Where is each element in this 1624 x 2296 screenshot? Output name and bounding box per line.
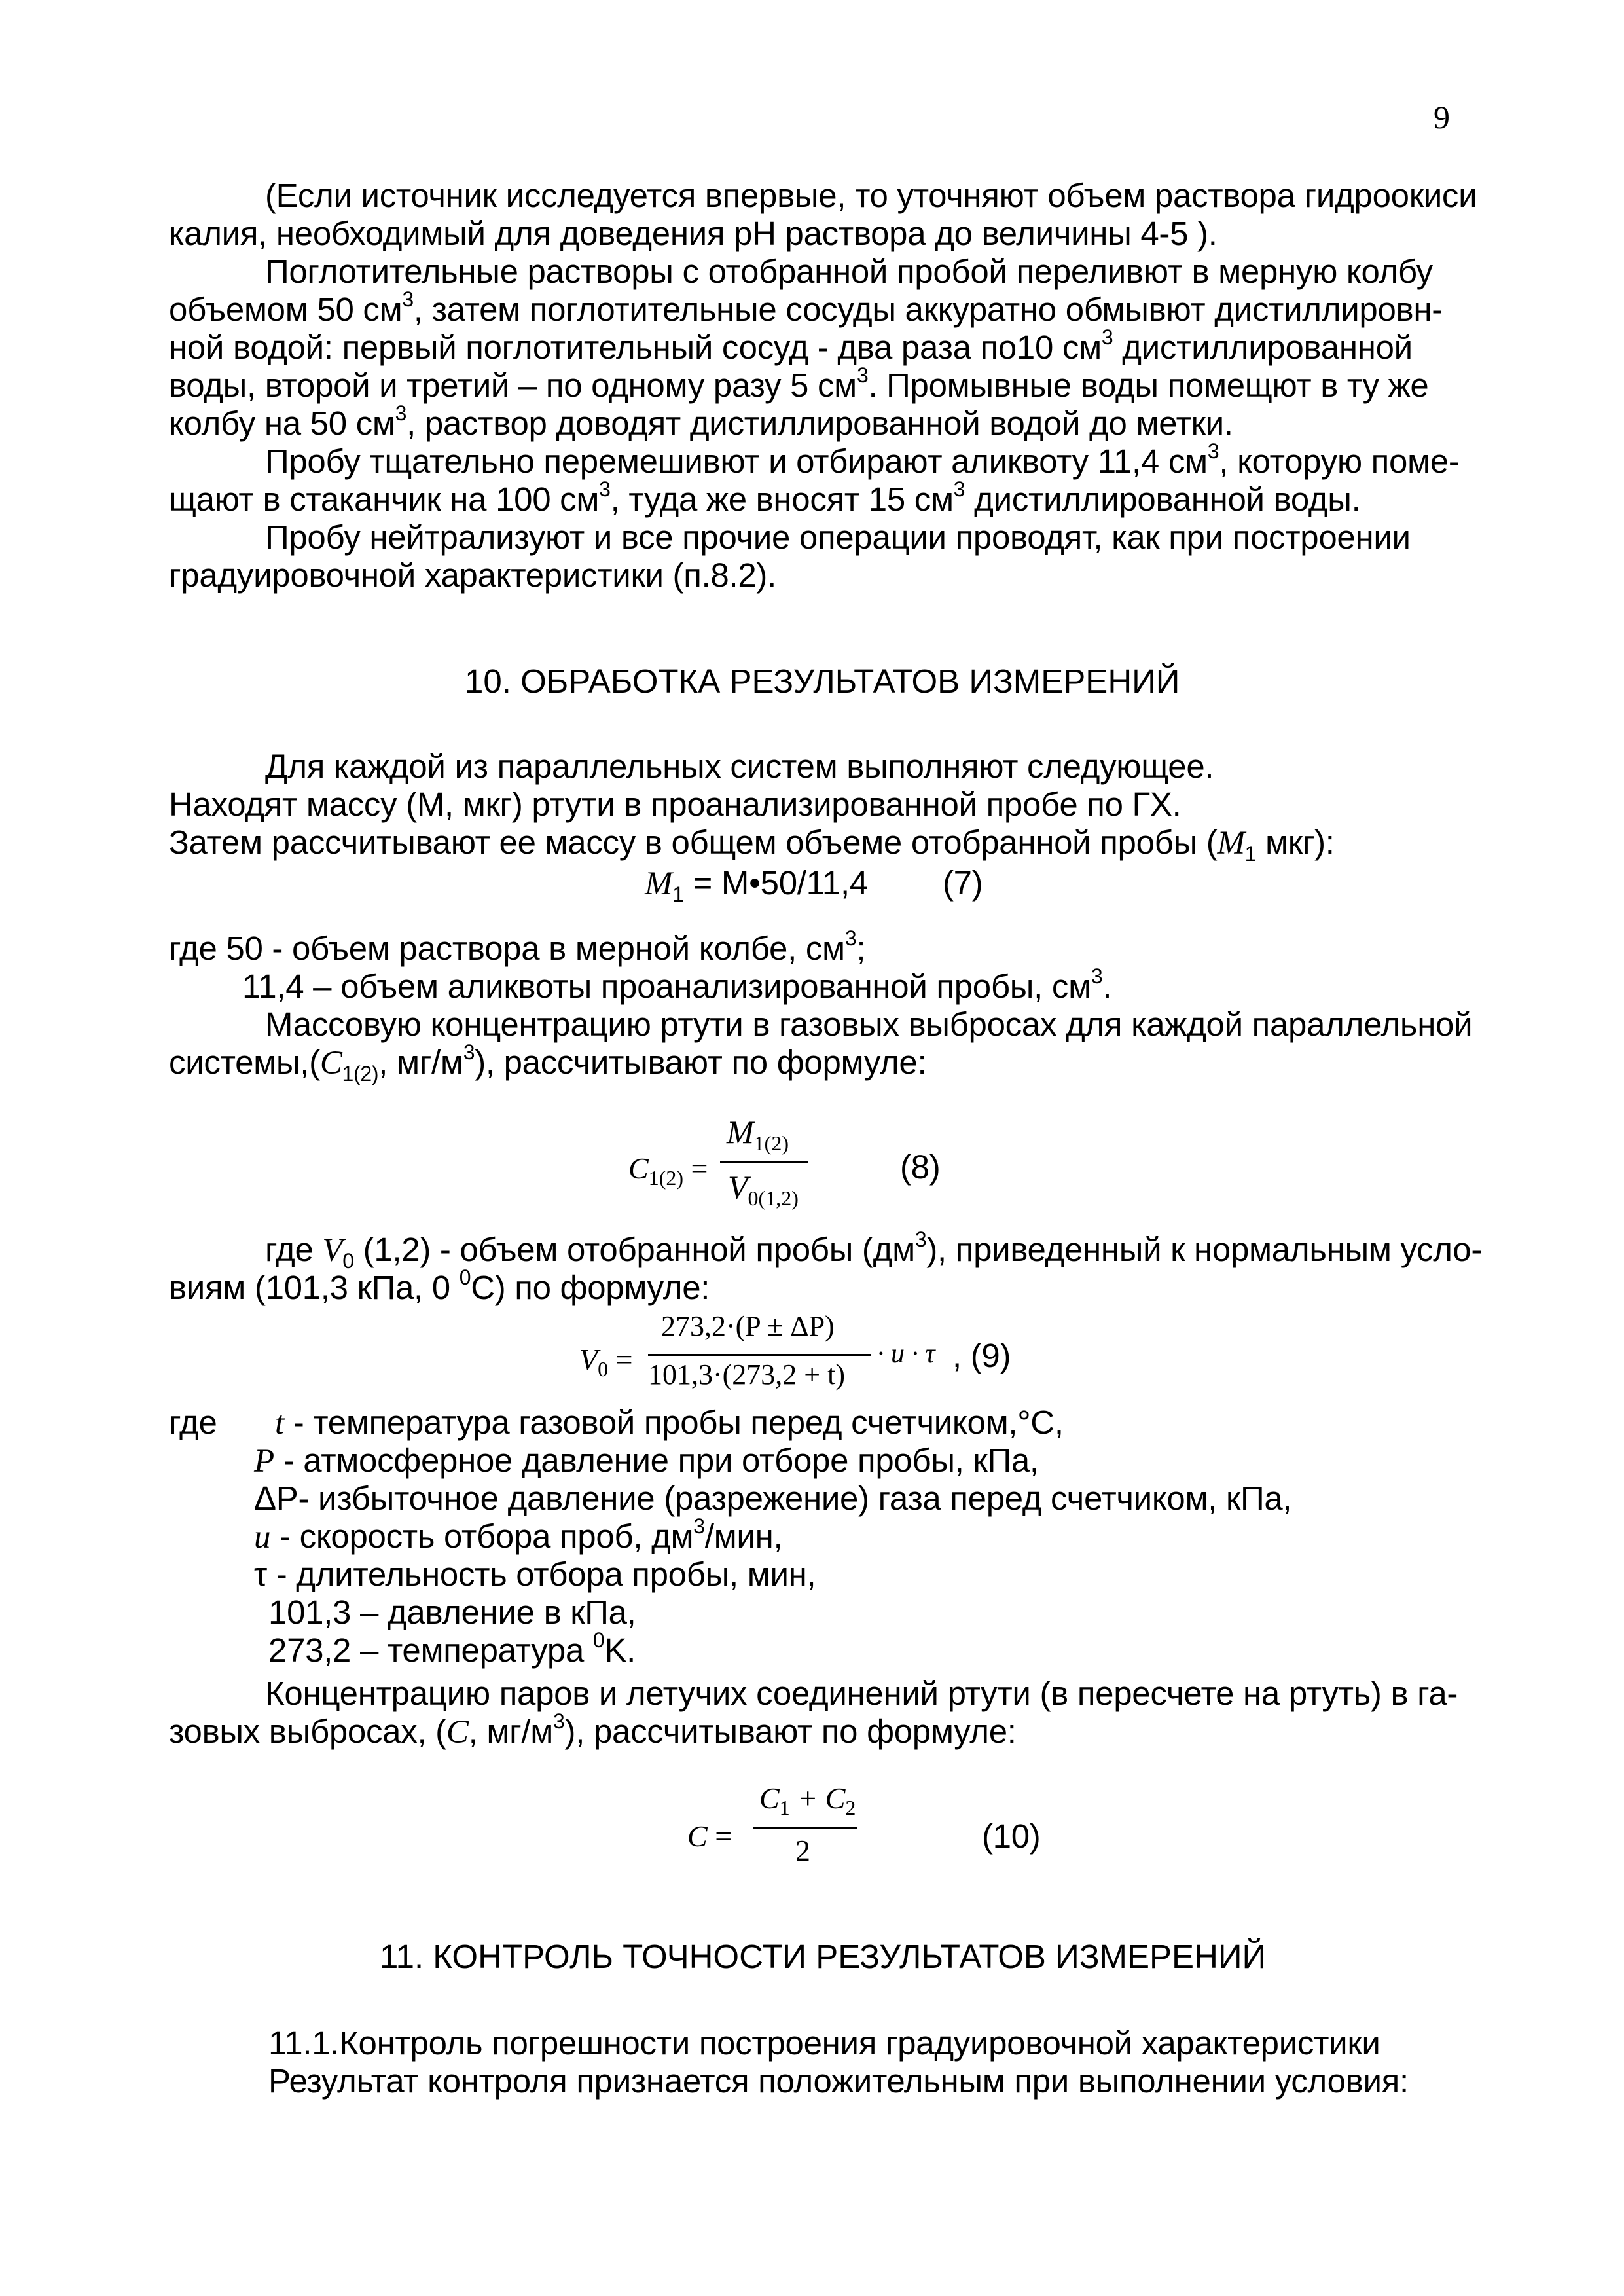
formula-number: (8) [900,1148,941,1186]
definition-line: 273,2 – температура $^0$K. [268,1628,636,1669]
formula-9-tail: · u · τ [877,1339,935,1369]
paragraph-line: Затем рассчитывают ее массу в общем объеме отобранной пробы ($M_1$ мкг): [169,824,1335,866]
definition-line: 101,3 – давление в кПа, [268,1594,636,1631]
fraction-bar [753,1827,857,1829]
formula-8-denominator: $V_{0(1,2)}$ [728,1169,799,1210]
formula-8-lhs: $C_{1(2)}$ = [628,1152,708,1190]
formula-number: (7) [943,864,983,902]
definition-line: τ - длительность отбора пробы, мин, [254,1556,816,1593]
fraction-bar [720,1161,808,1163]
paragraph-line: Пробу тщательно перемешивют и отбирают аликвоту 11,4 $см^3$, которую поме- [265,439,1460,480]
formula-7: $M_1$ = M•50/11,4 [645,864,868,907]
paragraph-line: где $V_0$ (1,2) - объем отобранной пробы $(дм^3)$, приведенный к нормальным усло- [265,1228,1483,1273]
paragraph-line: Пробу нейтрализуют и все прочие операции проводят, как при построении [265,519,1411,556]
definition-line: ΔP- избыточное давление (разрежение) газа перед счетчиком, кПа, [254,1480,1292,1517]
page-number: 9 [1434,99,1450,136]
paragraph-line: градуировочной характеристики (п.8.2). [169,556,776,594]
definition-line: t - температура газовой пробы перед счетчиком,°С, [275,1404,1064,1442]
formula-number: (10) [982,1817,1041,1855]
fraction-bar [648,1354,871,1356]
formula-10-lhs: C = [687,1819,732,1853]
formula-9-lhs: $V_0$ = [579,1343,633,1381]
paragraph-line: Концентрацию паров и летучих соединений ртути (в пересчете на ртуть) в га- [265,1675,1458,1712]
paragraph-line: где [169,1404,217,1441]
paragraph-line: калия, необходимый для доведения pH раствора до величины 4-5 ). [169,215,1218,252]
paragraph-line: воды, второй и третий – по одному разу 5 $см^3$. Промывные воды помещют в ту же [169,363,1429,404]
section-heading: 10. ОБРАБОТКА РЕЗУЛЬТАТОВ ИЗМЕРЕНИЙ [465,663,1180,700]
paragraph-line: Поглотительные растворы с отобранной пробой переливют в мерную колбу [265,253,1433,290]
paragraph-line: объемом 50 $см^3$, затем поглотительные сосуды аккуратно обмывют дистиллировн- [169,287,1443,328]
paragraph-line: зовых выбросах, (C, $мг/м^3$), рассчитывают по формуле: [169,1709,1017,1751]
section-heading: 11. КОНТРОЛЬ ТОЧНОСТИ РЕЗУЛЬТАТОВ ИЗМЕРЕНИЙ [380,1938,1267,1975]
paragraph-line: Для каждой из параллельных систем выполняют следующее. [265,748,1214,785]
paragraph-line: где 50 - объем раствора в мерной колбе, $см^3$; [169,926,866,967]
paragraph-line: ной водой: первый поглотительный сосуд - два раза по10 $см^3$ дистиллированной [169,325,1413,366]
definition-line: P - атмосферное давление при отборе пробы, кПа, [254,1442,1039,1480]
paragraph-line: $системы,(C_{1(2)}$, $мг/м^3$), рассчитывают по формуле: [169,1040,927,1086]
definition-line: u - скорость отбора проб, $дм^3$/мин, [254,1514,783,1556]
formula-10-denominator: 2 [795,1834,810,1867]
formula-8-numerator: $M_{1(2)}$ [727,1114,789,1155]
paragraph-line: 11,4 – объем аликвоты проанализированной пробы, $см^3$. [242,964,1112,1005]
paragraph-line: виям (101,3 кПа, 0 $^0$С) по формуле: [169,1266,710,1306]
formula-9-numerator: 273,2·(P ± ΔP) [661,1310,835,1342]
formula-number: , (9) [952,1337,1011,1374]
paragraph-line: 11.1.Контроль погрешности построения градуировочной характеристики [268,2024,1380,2062]
formula-9-denominator: 101,3·(273,2 + t) [648,1358,845,1391]
formula-10-numerator: $C_1 + C_2$ [759,1781,856,1820]
paragraph-line: щают в стаканчик на 100 $см^3$, туда же вносят 15 $см^3$ дистиллированной воды. [169,477,1361,518]
paragraph-line: Находят массу (М, мкг) ртути в проанализированной пробе по ГХ. [169,786,1182,823]
paragraph-line: (Если источник исследуется впервые, то уточняют объем раствора гидроокиси [265,177,1477,214]
paragraph-line: Результат контроля признается положительным при выполнении условия: [268,2062,1409,2100]
paragraph-line: колбу на 50 $см^3$, раствор доводят дистиллированной водой до метки. [169,401,1233,442]
paragraph-line: Массовую концентрацию ртути в газовых выбросах для каждой параллельной [265,1006,1473,1043]
